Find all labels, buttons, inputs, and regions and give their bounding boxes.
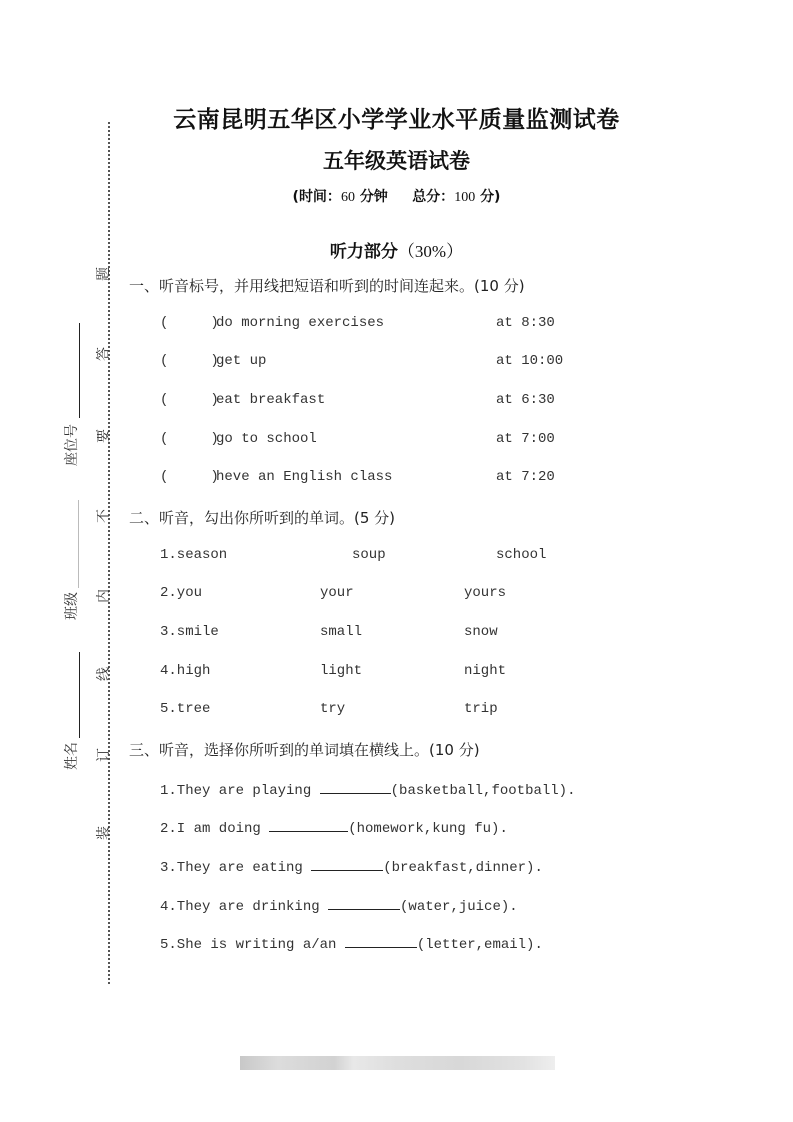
class-line[interactable]: [78, 500, 79, 588]
q3-item: [160, 933, 543, 953]
score-value: 100: [454, 190, 476, 205]
answer-blank[interactable]: [320, 779, 391, 794]
q1-time: at 7:20: [496, 469, 555, 485]
q3-item: [160, 817, 508, 837]
q2-option[interactable]: school: [496, 547, 547, 563]
exam-meta: [0, 186, 793, 206]
q1-time: at 8:30: [496, 315, 555, 331]
q3-prefix: 1.They are playing: [160, 783, 320, 799]
q1-bracket[interactable]: ( ): [160, 469, 219, 485]
q2-heading: 二、听音，勾出你所听到的单词。(5 分): [129, 509, 396, 527]
q2-option[interactable]: light: [320, 663, 363, 679]
seat-number-line[interactable]: [79, 323, 80, 418]
margin-char: 线: [96, 667, 112, 681]
q1-time: at 10:00: [496, 353, 564, 369]
q1-phrase: heve an English class: [216, 469, 393, 485]
q1-bracket[interactable]: ( ): [160, 392, 219, 408]
time-unit: 分钟: [359, 189, 388, 205]
answer-blank[interactable]: [269, 817, 348, 832]
q1-bracket[interactable]: ( ): [160, 315, 219, 331]
q2-option[interactable]: trip: [464, 701, 498, 717]
name-line[interactable]: [79, 652, 80, 738]
q3-prefix: 2.I am doing: [160, 821, 270, 837]
margin-char: 内: [96, 589, 112, 603]
q1-bracket[interactable]: ( ): [160, 431, 219, 447]
score-label: 总分：: [412, 189, 455, 205]
q2-option[interactable]: 3.smile: [160, 624, 219, 640]
score-unit: 分): [480, 189, 501, 205]
time-value: 60: [340, 190, 355, 205]
q3-heading: 三、听音，选择你所听到的单词填在横线上。(10 分): [129, 741, 480, 759]
q1-phrase: go to school: [216, 431, 317, 447]
class-label: 班级: [64, 592, 80, 620]
q1-phrase: get up: [216, 353, 267, 369]
name-label: 姓名: [64, 742, 80, 770]
meta-open: (: [292, 189, 299, 205]
margin-char: 不: [96, 509, 112, 523]
q1-bracket[interactable]: ( ): [160, 353, 219, 369]
q1-phrase: do morning exercises: [216, 315, 385, 331]
margin-char: 订: [96, 748, 112, 762]
section-title: [0, 237, 793, 262]
q3-prefix: 3.They are eating: [160, 860, 312, 876]
q2-option[interactable]: 4.high: [160, 663, 211, 679]
q1-heading: 一、听音标号，并用线把短语和听到的时间连起来。(10 分): [129, 277, 525, 295]
answer-blank[interactable]: [345, 933, 417, 948]
exam-subtitle: 五年级英语试卷: [323, 149, 470, 173]
q3-item: [160, 856, 543, 876]
q3-item: [160, 779, 575, 799]
answer-blank[interactable]: [311, 856, 383, 871]
blurred-footer: [240, 1056, 555, 1070]
exam-title: 云南昆明五华区小学学业水平质量监测试卷: [173, 107, 620, 133]
q2-option[interactable]: 2.you: [160, 585, 203, 601]
q2-option[interactable]: night: [464, 663, 507, 679]
margin-char: 要: [96, 429, 112, 443]
q1-time: at 6:30: [496, 392, 555, 408]
section-percent: （30%）: [397, 242, 464, 261]
q2-option[interactable]: small: [320, 624, 363, 640]
q2-option[interactable]: soup: [352, 547, 386, 563]
margin-char: 题: [96, 267, 112, 281]
seat-number-label: 座位号: [64, 424, 80, 466]
q1-time: at 7:00: [496, 431, 555, 447]
margin-char: 答: [96, 347, 112, 361]
q2-option[interactable]: your: [320, 585, 354, 601]
q3-options: (basketball,football).: [390, 783, 576, 799]
q3-options: (breakfast,dinner).: [383, 860, 543, 876]
section-name: 听力部分: [329, 242, 398, 262]
answer-blank[interactable]: [328, 895, 400, 910]
q2-option[interactable]: 5.tree: [160, 701, 211, 717]
q3-options: (letter,email).: [416, 937, 543, 953]
q3-item: [160, 895, 518, 915]
time-label: 时间：: [298, 189, 341, 205]
margin-char: 装: [96, 826, 112, 840]
q3-options: (homework,kung fu).: [348, 821, 508, 837]
q2-option[interactable]: 1.season: [160, 547, 228, 563]
q3-options: (water,juice).: [400, 899, 518, 915]
q2-option[interactable]: yours: [464, 585, 507, 601]
q2-option[interactable]: snow: [464, 624, 498, 640]
q3-prefix: 5.She is writing a/an: [160, 937, 345, 953]
q2-option[interactable]: try: [320, 701, 346, 717]
q3-prefix: 4.They are drinking: [160, 899, 329, 915]
q1-phrase: eat breakfast: [216, 392, 326, 408]
